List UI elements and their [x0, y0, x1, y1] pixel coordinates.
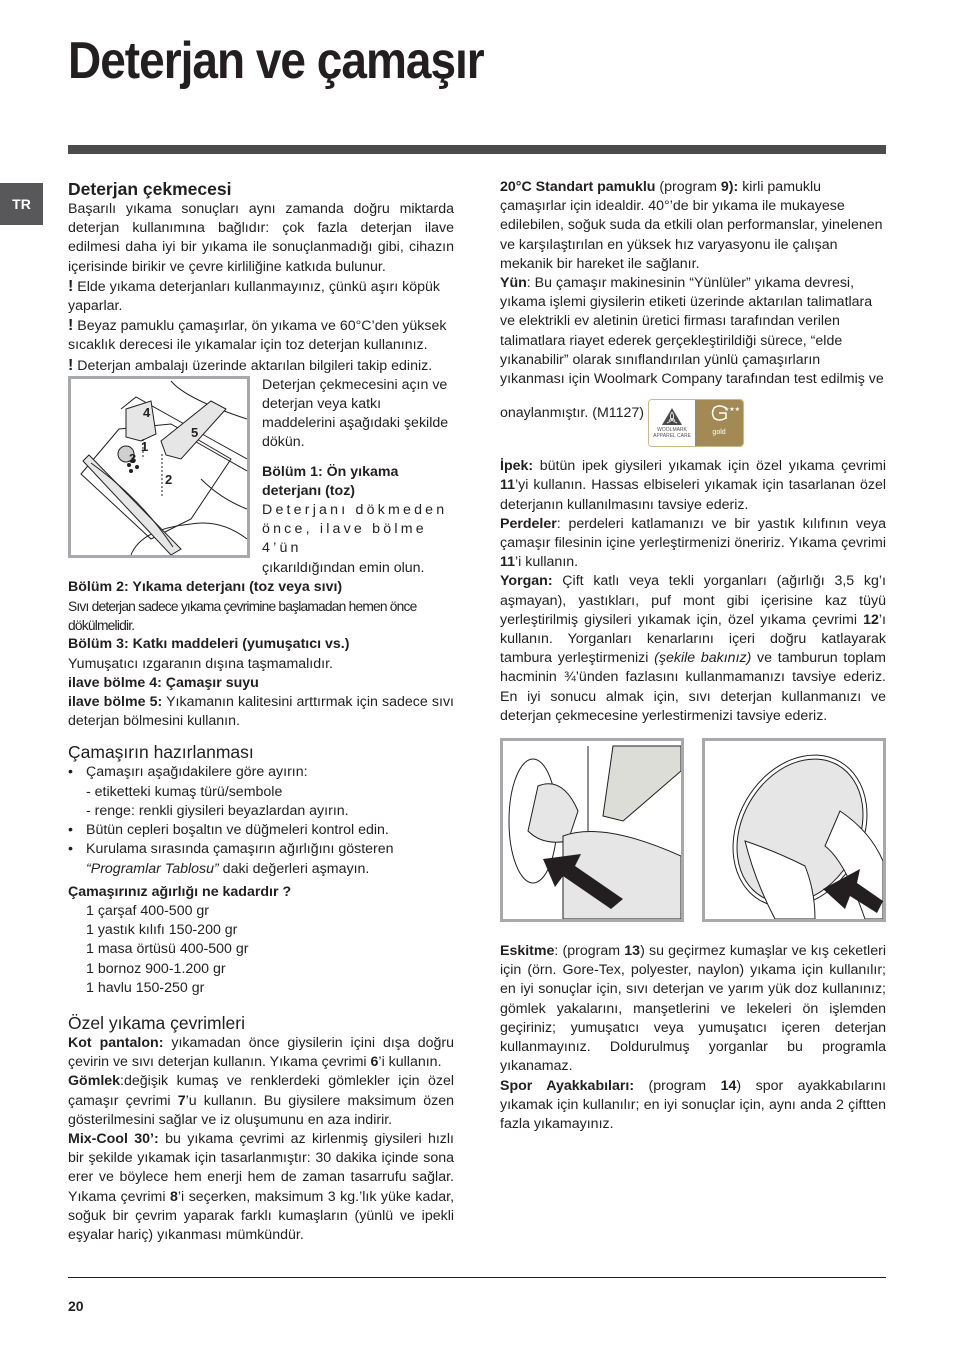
ageing-cycle: Eskitme: (program 13) su geçirmez kumaşlar ve kış ceketleri için (örn. Gore-Tex, polyester, naylon) yıkama için kullanılır; en iyi sonuçlar için, sıvı deterjan ve yarım yük doz kullanınız; gömlek yakalarını, manşetlerini ve lekeleri ön işlemden geçiriniz; yumuşatıcı veya yumuşatıcı içeren deterjan kullanmayınız. Doldurulmuş yorganlar bu programla yıkanamaz.: [500, 943, 886, 1075]
drawer-instructions: [262, 376, 454, 578]
header-rule: [68, 145, 886, 154]
svg-text:4: 4: [143, 404, 151, 420]
silk-cycle: İpek: bütün ipek giysileri yıkamak için özel yıkama çevrimi 11’yi kullanın. Hassas elbiseleri yıkamak için tasarlanan özel deterjanın kullanılmasını tavsiye ederiz.: [500, 458, 886, 513]
weight-item: 1 bornoz 900-1.200 gr: [86, 960, 226, 977]
detergent-intro: Başarılı yıkama sonuçları aynı zamanda doğru miktarda deterjan kullanımına bağlıdır: çok fazla deterjan ilave edilmesi daha iyi bir yıkama ile sonuçlanmadığı gibi, cihazın içerisinde birikir ve çevre kirliliğine katkıda bulunur.: [68, 201, 454, 275]
mixcool-cycle: Mix-Cool 30’: bu yıkama çevrimi az kirlenmiş giysileri hızlı bir şekilde yıkamak için tasarlanmıştır: 30 dakika içinde sona erer ve böylece hem enerji hem de zaman tasarrufu sağlar. Yıkama çevrimi 8’i seçerken, maksimum 3 kg.’lık yüke kadar, soğuk bir çevrim yaparak farklı kumaşların (yünlü ve ipekli eşyalar hariç) yıkanması mümkündür.: [68, 1130, 455, 1243]
prep-item: • Çamaşırı aşağıdakilere göre ayırın: - etiketteki kumaş türü/sembole - renge: renkli giysileri beyazlardan ayırın.: [68, 763, 454, 821]
compartment-5: ilave bölme 5: Yıkamanın kalitesini arttırmak için sadece sıvı deterjan bölmesini kullanın.: [68, 694, 454, 730]
duvet-loading-illustration-2: [702, 738, 886, 922]
duvet-cycle: Yorgan: Çift katlı veya tekli yorganları (ağırlığı 3,5 kg’ı aşmayan), yastıkları, puf mont gibi içerisine kaz tüyü yerleştirilmiş giysileri yıkamak için, özel yıkama çevrimi 12’ı kullanın. Yorganları kenarlarını içeri doğru katlayarak tambura yerleştirmenizi (şekile bakınız) ve tamburun toplam hacminin ¾’ünden fazlasını kullanmamanızı tavsiye ederiz. En iyi sonucu almak için, sıvı deterjan kullanmanızı ve deterjan çekmecesine yerlestirmenizi tavsiye ederiz.: [500, 573, 887, 724]
compartment-1-text: Deterjanı dökmeden önce, ilave bölme 4’ün: [262, 502, 448, 557]
compartment-4-title: ilave bölme 4: Çamaşır suyu: [68, 674, 259, 691]
weight-item: 1 havlu 150-250 gr: [86, 979, 205, 996]
warning-icon: !: [68, 317, 74, 335]
duvet-insert-drawing-icon: [503, 741, 681, 919]
warning-3: ! Deterjan ambalajı üzerinde aktarılan bilgileri takip ediniz.: [68, 356, 433, 374]
compartment-3-text: Yumuşatıcı ızgaranın dışına taşmamalıdır.: [68, 655, 333, 672]
duvet-figures: [500, 738, 886, 922]
weight-item: 1 yastık kılıfı 150-200 gr: [86, 922, 238, 939]
curtains-cycle: Perdeler: perdeleri katlamanızı ve bir yastık kılıfının veya çamaşır filesinin içine yerleştirmenizi öneririz. Yıkama çevrimi 11’i kullanın.: [500, 515, 886, 571]
duvet-push-drawing-icon: [705, 741, 883, 919]
right-column: [500, 178, 886, 1134]
weight-item: 1 masa örtüsü 400-500 gr: [86, 941, 249, 958]
footer-rule: [68, 1277, 886, 1278]
prep-item: • Bütün cepleri boşaltın ve düğmeleri kontrol edin.: [68, 821, 454, 840]
compartment-2-title: Bölüm 2: Yıkama deterjanı (toz veya sıvı): [68, 578, 343, 595]
sneakers-cycle: Spor Ayakkabıları: (program 14) spor ayakkabılarını yıkamak için kullanılır; en iyi sonuçlar için, aynı anda 2 çiftten fazla yıkamayınız.: [500, 1077, 887, 1132]
compartment-1-title: Bölüm 1: Ön yıkama deterjanı (toz): [262, 463, 399, 499]
compartment-1-text-end: çıkarıldığından emin olun.: [262, 559, 425, 576]
warning-2: ! Beyaz pamuklu çamaşırlar, ön yıkama ve 60°C’den yüksek sıcaklık derecesi ile yıkamalar için toz deterjan kullanınız.: [68, 317, 447, 354]
wool-cycle: Yün: Bu çamaşır makinesinin “Yünlüler” yıkama devresi, yıkama işlemi giysilerin etiketi üzerinde aktarılan talimatlara ve elektrikli ev aletinin üretici firması tarafından verilen talimatlara riayet ederek gerçekleştirildiği sürece, “elde yıkanabilir” olarak sınıflandırılan yünlü çamaşırların yıkanması için Woolmark Company tarafından test edilmiş ve onaylanmıştır. (M1127) WOOLMARK APPAREL CARE ★★★ gold: [500, 274, 886, 437]
svg-text:1: 1: [141, 438, 149, 454]
jeans-cycle: Kot pantalon: yıkamadan önce giysilerin içini dışa doğru çevirin ve sıvı deterjan kullanın. Yıkama çevrimi 6’i kullanın.: [68, 1034, 454, 1071]
duvet-loading-illustration-1: [500, 738, 684, 922]
section-heading-detergent-drawer: Deterjan çekmecesi: [68, 179, 232, 199]
woolmark-icon: [661, 407, 683, 427]
warning-1: ! Elde yıkama deterjanları kullanmayınız, çünkü aşırı köpük yaparlar.: [68, 277, 441, 315]
woolmark-gold-logo: WOOLMARK APPAREL CARE ★★★ gold: [648, 399, 744, 447]
svg-text:3: 3: [129, 450, 137, 466]
page-number: 20: [68, 1298, 84, 1314]
svg-text:5: 5: [191, 424, 199, 440]
svg-text:2: 2: [165, 471, 173, 487]
prep-list: [68, 763, 454, 878]
compartment-3-title: Bölüm 3: Katkı maddeleri (yumuşatıcı vs.): [68, 636, 350, 653]
left-column: [68, 178, 454, 1245]
drawer-drawing-icon: [71, 379, 247, 555]
shirt-cycle: Gömlek:değişik kumaş ve renklerdeki gömlekler için özel çamaşır çevrimi 7’u kullanın. Bu giysilere maksimum özen gösterilmesini sağlar ve iz oluşumunu en aza indirir.: [68, 1073, 455, 1128]
warning-icon: !: [68, 356, 74, 374]
weight-item: 1 çarşaf 400-500 gr: [86, 902, 210, 919]
page-title: Deterjan ve çamaşır: [68, 31, 484, 90]
drawer-instruction: Deterjan çekmecesini açın ve deterjan veya katkı maddelerini aşağıdaki şekilde dökün.: [262, 376, 449, 451]
weights-list: [68, 902, 454, 998]
section-heading-special-cycles: Özel yıkama çevrimleri: [68, 1012, 245, 1033]
drawer-figure-row: [68, 376, 454, 578]
warning-icon: !: [68, 277, 74, 295]
detergent-drawer-illustration: [68, 376, 250, 558]
compartment-2-text: Sıvı deterjan sadece yıkama çevrimine başlamadan hemen önce dökülmelidir.: [68, 599, 417, 634]
section-heading-laundry-prep: Çamaşırın hazırlanması: [68, 742, 254, 763]
cotton20-cycle: 20°C Standart pamuklu (program 9): kirli pamuklu çamaşırlar için idealdir. 40°’de bir yıkama ile mukayese edilebilen, soğuk suda da etkili olan performanslar, yinelenen ve karşılaştırılan en yüksek hız varyasyonu ile çalışan mekanik bir hareket ile sağlanır.: [500, 179, 883, 272]
prep-item: • Kurulama sırasında çamaşırın ağırlığını gösteren “Programlar Tablosu” daki değerleri aşmayın.: [68, 840, 454, 878]
weights-heading: Çamaşırınız ağırlığı ne kadardır ?: [68, 883, 292, 900]
language-tab: TR: [0, 183, 43, 225]
